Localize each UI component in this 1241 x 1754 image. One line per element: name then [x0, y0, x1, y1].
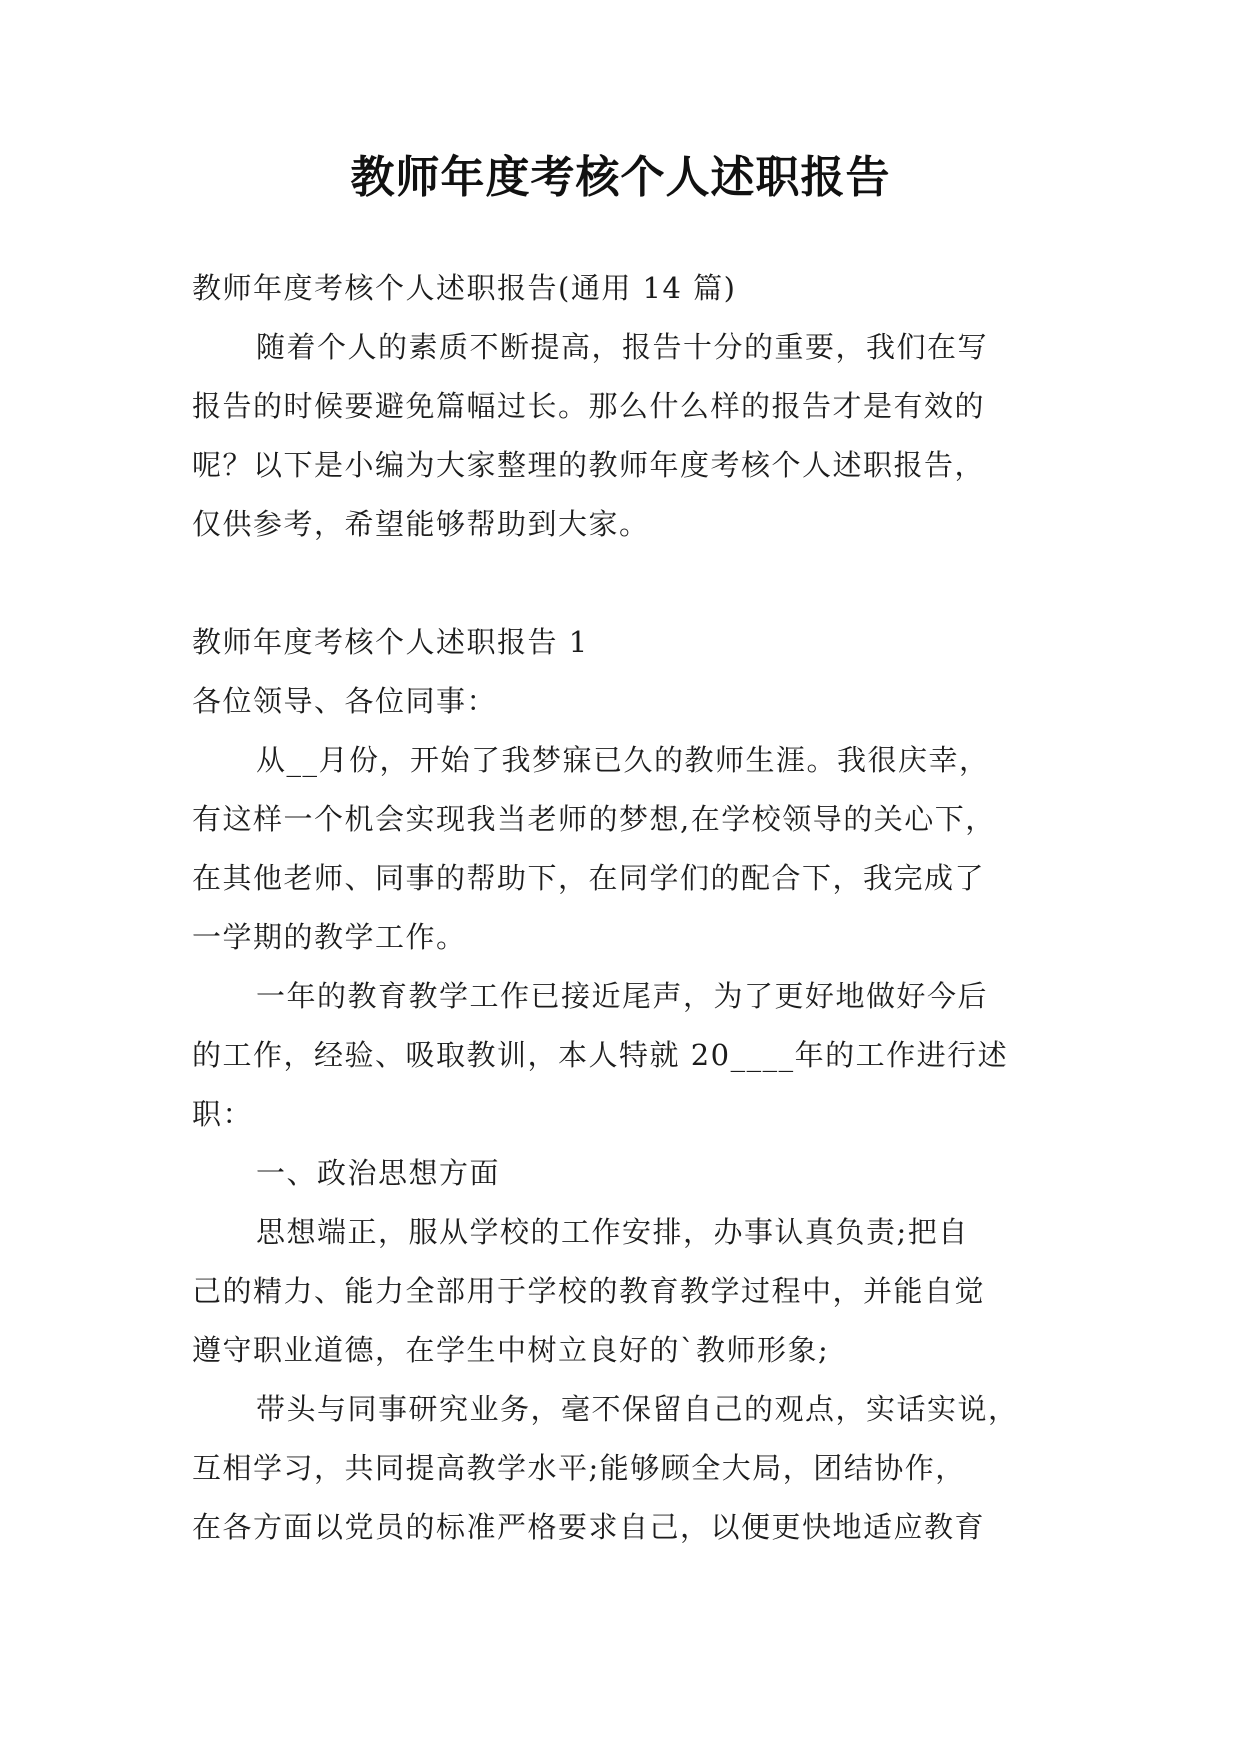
paragraph-line: 遵守职业道德，在学生中树立良好的`教师形象;: [192, 1333, 830, 1367]
blank-gap: [192, 554, 1072, 613]
paragraph-line: 己的精力、能力全部用于学校的教育教学过程中，并能自觉: [192, 1274, 986, 1308]
paragraph-line: 在各方面以党员的标准严格要求自己，以便更快地适应教育: [192, 1510, 986, 1544]
document-body: [192, 259, 1072, 1557]
paragraph-line: 的工作，经验、吸取教训，本人特就 20____年的工作进行述: [192, 1038, 1009, 1072]
paragraph-line: 有这样一个机会实现我当老师的梦想,在学校领导的关心下，: [192, 802, 996, 836]
paragraph-line: 在其他老师、同事的帮助下，在同学们的配合下，我完成了: [192, 861, 986, 895]
section-heading: 教师年度考核个人述职报告 1: [192, 625, 589, 659]
salutation-line: 各位领导、各位同事：: [192, 684, 498, 718]
paragraph-line: 随着个人的素质不断提高，报告十分的重要，我们在写: [256, 330, 989, 364]
paragraph-line: 思想端正，服从学校的工作安排，办事认真负责;把自: [256, 1215, 969, 1249]
subtitle-line: 教师年度考核个人述职报告(通用 14 篇): [192, 271, 737, 305]
paragraph-line: 仅供参考，希望能够帮助到大家。: [192, 507, 650, 541]
paragraph-line: 呢？以下是小编为大家整理的教师年度考核个人述职报告，: [192, 448, 986, 482]
document-title: 教师年度考核个人述职报告: [350, 152, 891, 203]
paragraph-line: 职：: [192, 1097, 254, 1131]
paragraph-line: 从__月份，开始了我梦寐已久的教师生涯。我很庆幸，: [256, 743, 990, 777]
paragraph-line: 报告的时候要避免篇幅过长。那么什么样的报告才是有效的: [192, 389, 986, 423]
paragraph-line: 互相学习，共同提高教学水平;能够顾全大局，团结协作，: [192, 1451, 966, 1485]
paragraph-line: 一年的教育教学工作已接近尾声，为了更好地做好今后: [256, 979, 989, 1013]
paragraph-line: 一学期的教学工作。: [192, 920, 467, 954]
paragraph-line: 带头与同事研究业务，毫不保留自己的观点，实话实说，: [256, 1392, 1019, 1426]
subsection-heading: 一、政治思想方面: [256, 1156, 501, 1190]
